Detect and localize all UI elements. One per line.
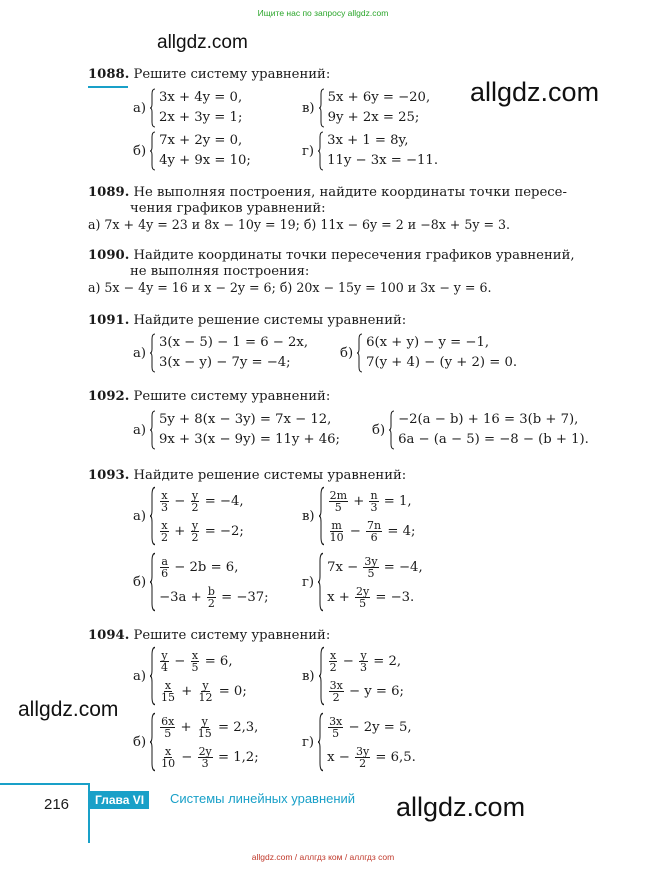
system-1093-g: г) 7x − $\frac{3y}{5}$ = −4, x + $\frac{2y}{5}$ = −3. [302, 552, 423, 612]
system-1091-b: б) 6(x + y) − y = −1, 7(y + 4) − (y + 2) = 0. [340, 333, 517, 373]
watermark: allgdz.com [18, 698, 119, 721]
equation: −3a + $\frac{b}{2}$ = −37; [159, 584, 269, 610]
footer-divider [0, 783, 90, 785]
brace-icon [149, 486, 156, 546]
brace-icon [149, 712, 156, 772]
equation: 7x − $\frac{3y}{5}$ = −4, [327, 554, 423, 580]
brace-icon [149, 88, 156, 128]
problem-1090: 1090. Найдите координаты точки пересечения графиков уравнений, не выполняя построения: а) 5x − 4y = 16 и x − 2y = 6; б) 20x − 15y = 100 и 3x − y = 6. [88, 248, 575, 295]
brace-icon [149, 646, 156, 706]
problem-1088-heading: 1088. Решите систему уравнений: [88, 67, 331, 82]
equation: $\frac{a}{6}$ − 2b = 6, [161, 554, 239, 580]
system-1088-v: в) 5x + 6y = −20, 9y + 2x = 25; [302, 88, 430, 128]
equation: $\frac{x}{10}$ − $\frac{2y}{3}$ = 1,2; [161, 744, 259, 770]
brace-icon [318, 88, 325, 128]
equation: $\frac{2m}{5}$ + $\frac{n}{3}$ = 1, [329, 488, 412, 514]
problem-1093-heading: 1093. Найдите решение системы уравнений: [88, 468, 407, 483]
system-1091-a: а) 3(x − 5) − 1 = 6 − 2x, 3(x − y) − 7y = −4; [133, 333, 308, 373]
top-watermark: Ищите нас по запросу allgdz.com [257, 8, 389, 18]
system-1094-a: а) $\frac{y}{4}$ − $\frac{x}{5}$ = 6, $\frac{x}{15}$ + $\frac{y}{12}$ = 0; [133, 646, 247, 706]
equation: x − $\frac{3y}{2}$ = 6,5. [327, 744, 416, 770]
brace-icon [149, 552, 156, 612]
system-1093-a: а) $\frac{x}{3}$ − $\frac{y}{2}$ = −4, $\frac{x}{2}$ + $\frac{y}{2}$ = −2; [133, 486, 244, 546]
chapter-badge: Глава VI [90, 791, 149, 809]
system-1094-g: г) $\frac{3x}{5}$ − 2y = 5, x − $\frac{3y}{2}$ = 6,5. [302, 712, 416, 772]
brace-icon [149, 131, 156, 171]
system-1094-b: б) $\frac{6x}{5}$ + $\frac{y}{15}$ = 2,3, $\frac{x}{10}$ − $\frac{2y}{3}$ = 1,2; [133, 712, 259, 772]
watermark: allgdz.com [396, 792, 526, 822]
watermark: allgdz.com [157, 32, 248, 53]
equation: x + $\frac{2y}{5}$ = −3. [327, 584, 415, 610]
equation: $\frac{x}{3}$ − $\frac{y}{2}$ = −4, [161, 488, 244, 514]
equation: $\frac{m}{10}$ − $\frac{7n}{6}$ = 4; [329, 518, 416, 544]
system-1092-a: а) 5y + 8(x − 3y) = 7x − 12, 9x + 3(x − 9y) = 11y + 46; [133, 410, 340, 450]
equation: $\frac{3x}{5}$ − 2y = 5, [329, 714, 412, 740]
system-1094-v: в) $\frac{x}{2}$ − $\frac{y}{3}$ = 2, $\frac{3x}{2}$ − y = 6; [302, 646, 404, 706]
system-1093-b: б) $\frac{a}{6}$ − 2b = 6, −3a + $\frac{b}{2}$ = −37; [133, 552, 269, 612]
system-1088-g: г) 3x + 1 = 8y, 11y − 3x = −11. [302, 131, 438, 171]
brace-icon [317, 712, 324, 772]
equation: $\frac{y}{4}$ − $\frac{x}{5}$ = 6, [161, 648, 233, 674]
chapter-title: Системы линейных уравнений [170, 791, 356, 806]
equation: $\frac{x}{2}$ + $\frac{y}{2}$ = −2; [161, 518, 244, 544]
brace-icon [356, 333, 363, 373]
system-1088-b: б) 7x + 2y = 0, 4y + 9x = 10; [133, 131, 251, 171]
brace-icon [149, 410, 156, 450]
brace-icon [318, 646, 325, 706]
bottom-watermark: allgdz.com / аллгдз ком / аллгдз com [251, 852, 395, 862]
problem-1091-heading: 1091. Найдите решение системы уравнений: [88, 313, 407, 328]
problem-1092-heading: 1092. Решите систему уравнений: [88, 389, 331, 404]
watermark: allgdz.com [470, 77, 600, 107]
brace-icon [149, 333, 156, 373]
equation: $\frac{3x}{2}$ − y = 6; [329, 678, 404, 704]
problem-1094-heading: 1094. Решите систему уравнений: [88, 628, 331, 643]
system-1092-b: б) −2(a − b) + 16 = 3(b + 7), 6a − (a − 5) = −8 − (b + 1). [372, 410, 589, 450]
equation: $\frac{x}{2}$ − $\frac{y}{3}$ = 2, [329, 648, 402, 674]
brace-icon [317, 131, 324, 171]
page-number: 216 [44, 796, 70, 813]
equation: $\frac{6x}{5}$ + $\frac{y}{15}$ = 2,3, [161, 714, 259, 740]
brace-icon [388, 410, 395, 450]
system-1093-v: в) $\frac{2m}{5}$ + $\frac{n}{3}$ = 1, $\frac{m}{10}$ − $\frac{7n}{6}$ = 4; [302, 486, 415, 546]
problem-1089: 1089. Не выполняя построения, найдите координаты точки пересе- чения графиков уравнений: а) 7x + 4y = 23 и 8x − 10y = 19; б) 11x − 6y = 2 и −8x + 5y = 3. [88, 185, 567, 232]
problem-underline [88, 86, 128, 88]
system-1088-a: а) 3x + 4y = 0, 2x + 3y = 1; [133, 88, 242, 128]
equation: $\frac{x}{15}$ + $\frac{y}{12}$ = 0; [161, 678, 247, 704]
brace-icon [318, 486, 325, 546]
brace-icon [317, 552, 324, 612]
